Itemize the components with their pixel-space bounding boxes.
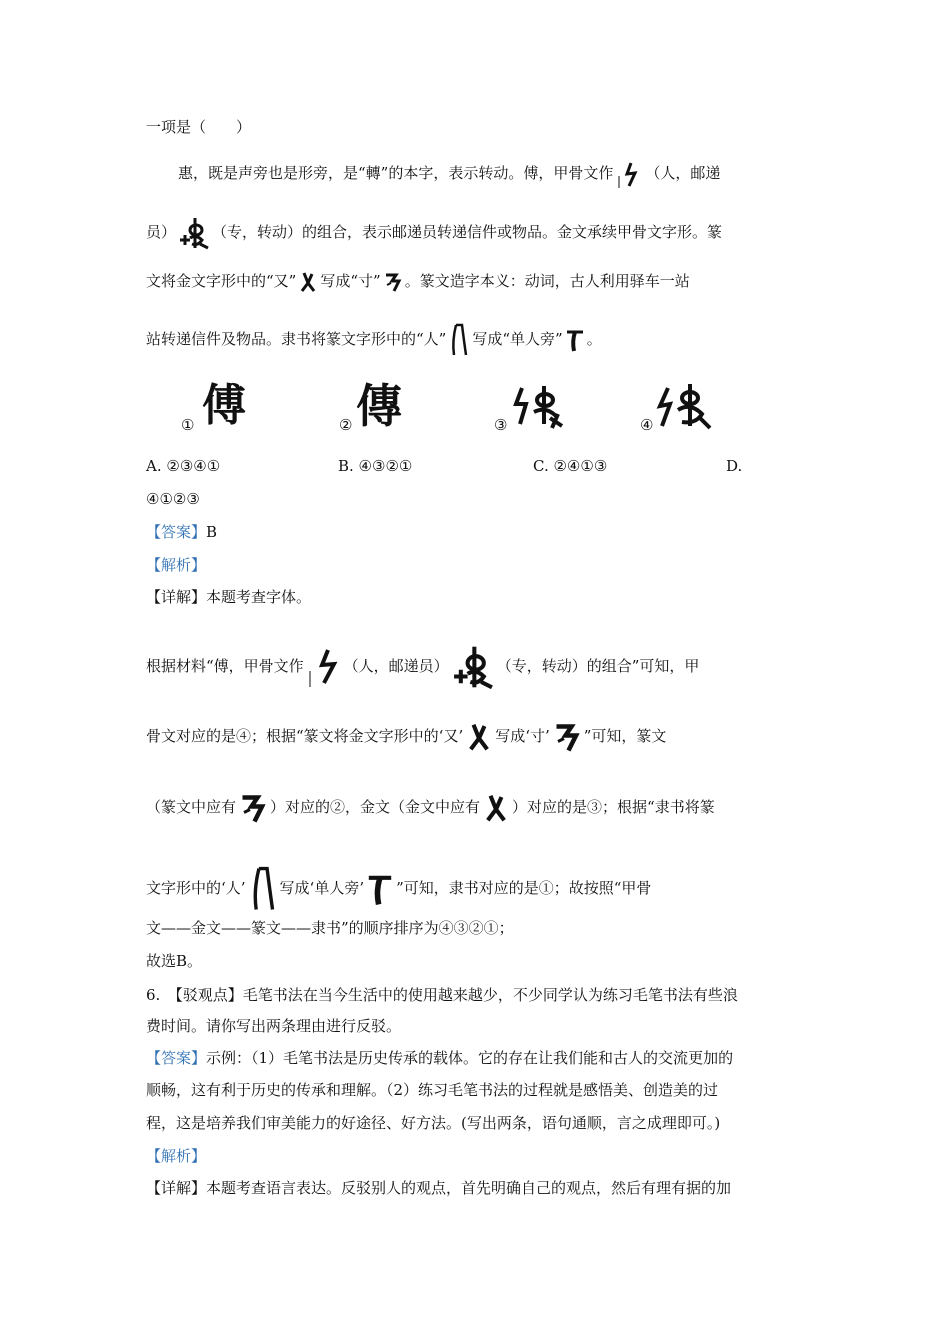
q5-explain-line2 <box>146 720 666 754</box>
seal-cun-glyph-icon <box>238 791 268 825</box>
q5-explain-line5: 文——金文——篆文——隶书”的顺序排序为④③②①； <box>146 919 514 937</box>
oracle-fu-glyph-icon <box>656 382 712 436</box>
option-b[interactable]: B. ④③②① <box>338 457 413 475</box>
seal-cun-glyph-icon <box>552 720 582 754</box>
oracle-zhuan-glyph-icon <box>451 644 495 690</box>
text-span: 写成“寸” <box>320 272 381 290</box>
text-span: 。 <box>586 330 602 348</box>
oracle-zhuan-glyph-icon <box>178 216 210 250</box>
image-num-2: ② <box>339 416 353 434</box>
text-span: 员） <box>146 223 177 241</box>
image-char-2: 傳 <box>356 379 402 433</box>
text-span: 写成“单人旁” <box>472 330 563 348</box>
option-d-value: ④①②③ <box>146 490 200 508</box>
detail-text: 本题考查语言表达。反驳别人的观点，首先明确自己的观点，然后有理有据的加 <box>206 1179 732 1197</box>
answer-tag: 【答案】 <box>146 1049 207 1067</box>
text-span: 文将金文字形中的“又” <box>146 272 297 290</box>
detail-tag: 【详解】 <box>146 1179 207 1197</box>
text-span: 。篆文造字本义：动词，古人利用驿车一站 <box>404 272 690 290</box>
q5-analysis-tag: 【解析】 <box>146 556 207 574</box>
q6-stem-line2: 费时间。请你写出两条理由进行反驳。 <box>146 1017 402 1035</box>
image-num-4: ④ <box>640 416 654 434</box>
text-span: 文字形中的‘人’ <box>146 879 246 897</box>
text-span: 写成‘单人旁’ <box>279 879 365 897</box>
image-char-1: 傅 <box>202 380 246 431</box>
q5-explain-line4 <box>146 864 651 914</box>
bronze-fu-glyph-icon <box>512 384 566 436</box>
q5-detail <box>146 587 311 607</box>
text-span: （篆文中应有 <box>146 798 237 816</box>
answer-text: 示例：（1）毛笔书法是历史传承的载体。它的存在让我们能和古人的交流更加的 <box>206 1049 734 1067</box>
text-span: 惠，既是声旁也是形旁，是“轉”的本字，表示转动。傅，甲骨文作 <box>178 164 614 182</box>
text-span: ）对应的是③；根据“隶书将篆 <box>512 798 715 816</box>
q5-lead: 一项是（ ） <box>146 118 252 136</box>
text-span: 写成‘寸’ <box>495 727 550 745</box>
option-d[interactable]: D. <box>726 457 743 475</box>
q6-answer-line2: 顺畅，这有利于历史的传承和理解。（2）练习毛笔书法的过程就是感悟美、创造美的过 <box>146 1081 719 1099</box>
text-span: 骨文对应的是④；根据“篆文将金文字形中的‘又’ <box>146 727 464 745</box>
option-c[interactable]: C. ②④①③ <box>533 457 608 475</box>
text-span: （专，转动）的组合，表示邮递员转递信件或物品。金文承续甲骨文字形。篆 <box>212 223 723 241</box>
seal-ren-glyph-icon <box>248 864 278 914</box>
q5-explain-line1 <box>146 644 699 690</box>
q5-para-line3 <box>146 271 690 293</box>
bronze-you-glyph-icon <box>482 793 510 823</box>
image-num-1: ① <box>181 416 195 434</box>
q5-explain-line3 <box>146 791 715 825</box>
text-span: 根据材料“傅，甲骨文作 <box>146 657 304 675</box>
q5-answer <box>146 522 217 542</box>
text-span: ）对应的②，金文（金文中应有 <box>270 798 481 816</box>
detail-text: 本题考查字体。 <box>206 588 312 606</box>
oracle-person-glyph-icon <box>615 160 643 188</box>
text-span: （人，邮递员） <box>343 657 449 675</box>
clerical-radical-glyph-icon <box>366 870 394 908</box>
q6-answer-line1 <box>146 1048 733 1068</box>
bronze-you-glyph-icon <box>465 722 493 752</box>
bronze-you-glyph-icon <box>298 271 318 293</box>
text-span: 站转递信件及物品。隶书将篆文字形中的“人” <box>146 330 447 348</box>
q6-detail <box>146 1178 731 1198</box>
q5-para-line2 <box>146 216 722 250</box>
q6-answer-line3: 程，这是培养我们审美能力的好途径、好方法。(写出两条，语句通顺，言之成理即可。) <box>146 1114 721 1132</box>
q5-para-line1 <box>178 160 720 188</box>
q5-para-line4 <box>146 323 602 357</box>
oracle-person-glyph-icon <box>306 647 342 687</box>
q6-analysis-tag: 【解析】 <box>146 1147 207 1165</box>
text-span: ”可知，篆文 <box>583 727 667 745</box>
seal-ren-glyph-icon <box>448 323 470 357</box>
q6-stem-line1: 6. 【驳观点】毛笔书法在当今生活中的使用越来越少，不少同学认为练习毛笔书法有些浪 <box>146 986 738 1004</box>
image-num-3: ③ <box>494 416 508 434</box>
seal-cun-glyph-icon <box>383 271 403 293</box>
detail-tag: 【详解】 <box>146 588 207 606</box>
text-span: （人，邮递 <box>645 164 721 182</box>
clerical-radical-glyph-icon <box>565 327 585 353</box>
q5-conclusion: 故选B。 <box>146 952 203 970</box>
answer-tag: 【答案】 <box>146 523 207 541</box>
text-span: （专，转动）的组合”可知，甲 <box>496 657 700 675</box>
text-span: ”可知，隶书对应的是①；故按照“甲骨 <box>396 879 652 897</box>
option-a[interactable]: A. ②③④① <box>146 457 221 475</box>
answer-value: B <box>206 523 218 541</box>
